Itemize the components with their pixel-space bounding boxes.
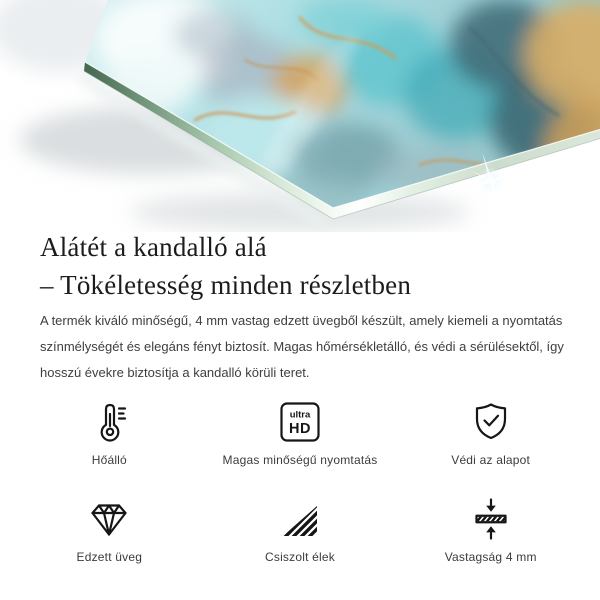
feature-label: Magas minőségű nyomtatás — [222, 453, 378, 467]
feature-label: Védi az alapot — [451, 453, 531, 467]
product-hero-image — [0, 0, 600, 232]
feature-tempered-glass — [14, 493, 205, 564]
svg-text:ultra: ultra — [289, 409, 311, 421]
feature-label: Edzett üveg — [76, 550, 143, 564]
thermometer-icon — [87, 396, 131, 448]
feature-polished-edges — [205, 493, 396, 564]
diamond-icon — [87, 493, 131, 545]
feature-label: Vastagság 4 mm — [444, 550, 537, 564]
ultra-hd-icon — [278, 396, 322, 448]
thickness-icon — [469, 493, 513, 545]
feature-heat-resistant — [14, 396, 205, 467]
feature-label: Hőálló — [91, 453, 127, 467]
feature-protects-base — [395, 396, 586, 467]
page-title-line1: Alátét a kandalló alá — [40, 232, 267, 262]
glass-panel-illustration — [0, 0, 600, 232]
product-description: A termék kiváló minőségű, 4 mm vastag edzett üvegből készült, amely kiemeli a nyomtatás színmélységét és elegáns fényt biztosít. Magas hőmérsékletálló, és védi a sérülésektől, így hosszú évekre biztosítja a kandalló körüli teret. — [40, 313, 564, 380]
polished-edge-icon — [278, 493, 322, 545]
feature-label: Csiszolt élek — [265, 550, 335, 564]
feature-grid — [14, 396, 586, 564]
svg-text:HD: HD — [289, 421, 311, 437]
feature-thickness — [395, 493, 586, 564]
feature-print-quality — [205, 396, 396, 467]
page-title — [40, 228, 411, 304]
shield-check-icon — [469, 396, 513, 448]
page-title-line2: – Tökéletesség minden részletben — [40, 270, 412, 300]
